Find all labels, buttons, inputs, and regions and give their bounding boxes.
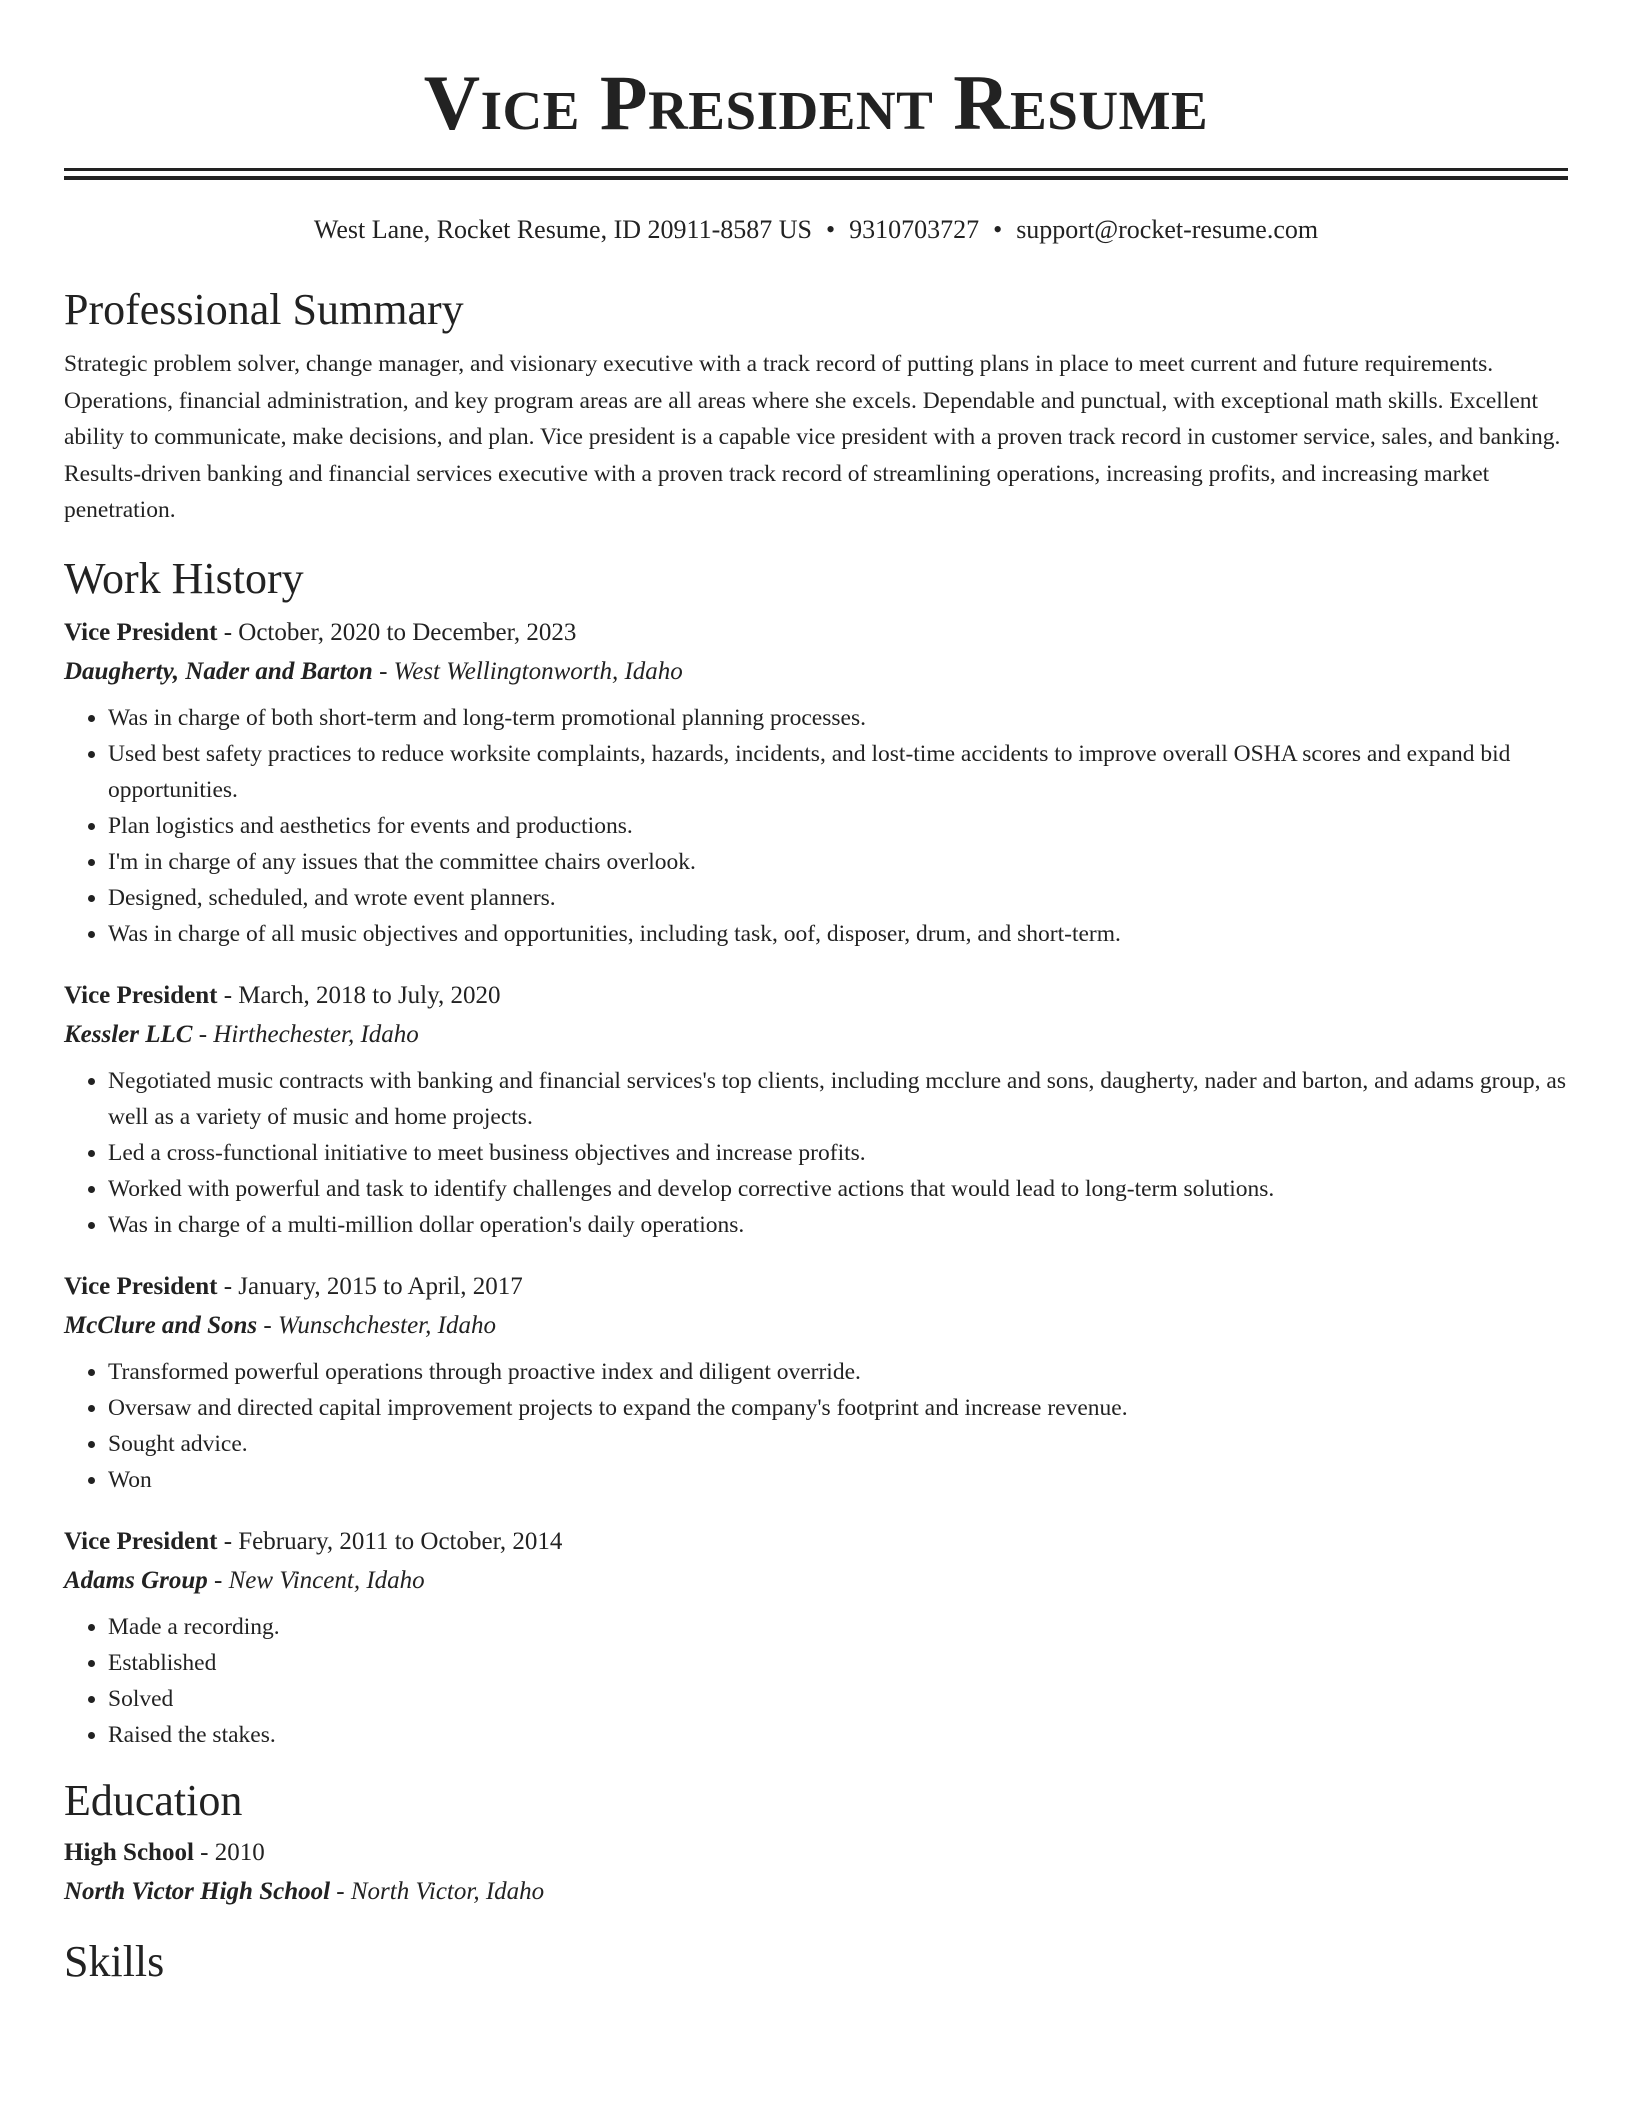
contact-address: West Lane, Rocket Resume, ID 20911-8587 US bbox=[313, 215, 812, 244]
education-degree: High School bbox=[64, 1838, 194, 1866]
education-school: North Victor High School bbox=[64, 1877, 331, 1905]
job-bullet: • Negotiated music contracts with banking and financial services's top clients, including mcclure and sons, daugherty, nader and barton, and adams group, as well as a variety of music and home projects. bbox=[108, 1063, 1568, 1135]
job-company-line bbox=[64, 1563, 1568, 1599]
job-company-line bbox=[64, 654, 1568, 690]
job-dates: - January, 2015 to April, 2017 bbox=[217, 1272, 523, 1300]
job-entry bbox=[64, 1524, 1568, 1753]
job-bullet: • Was in charge of all music objectives and opportunities, including task, oof, disposer, drum, and short-term. bbox=[108, 916, 1568, 952]
job-bullet: • Plan logistics and aesthetics for events and productions. bbox=[108, 808, 1568, 844]
job-bullet: • Was in charge of both short-term and long-term promotional planning processes. bbox=[108, 700, 1568, 736]
education-year: - 2010 bbox=[193, 1838, 265, 1866]
job-bullet: • I'm in charge of any issues that the committee chairs overlook. bbox=[108, 844, 1568, 880]
job-bullet-list bbox=[64, 700, 1568, 952]
job-bullet: • Made a recording. bbox=[108, 1609, 1568, 1645]
job-list bbox=[64, 615, 1568, 1753]
job-company: Kessler LLC bbox=[64, 1020, 193, 1048]
job-bullet: • Sought advice. bbox=[108, 1426, 1568, 1462]
job-company-line bbox=[64, 1017, 1568, 1053]
job-bullet: • Was in charge of a multi-million dollar operation's daily operations. bbox=[108, 1207, 1568, 1243]
contact-separator: • bbox=[825, 215, 836, 244]
job-bullet: • Used best safety practices to reduce worksite complaints, hazards, incidents, and lost-time accidents to improve overall OSHA scores and expand bid opportunities. bbox=[108, 736, 1568, 808]
job-bullet: • Solved bbox=[108, 1681, 1568, 1717]
resume-title: Vice President Resume bbox=[423, 59, 1209, 146]
job-bullet: • Designed, scheduled, and wrote event planners. bbox=[108, 880, 1568, 916]
summary-heading: Professional Summary bbox=[64, 285, 464, 334]
summary-text: Strategic problem solver, change manager, and visionary executive with a track record of putting plans in place to meet current and future requirements. Operations, financial administration, and key program areas are all areas where she excels. Dependable and punctual, with exceptional math skills. Excellent ability to communicate, make decisions, and plan. Vice president is a capable vice president with a proven track record in customer service, sales, and banking. Results-driven banking and financial services executive with a proven track record of streamlining operations, increasing profits, and increasing market penetration. bbox=[64, 351, 1561, 523]
job-company-line bbox=[64, 1308, 1568, 1344]
job-role: Vice President bbox=[64, 618, 218, 646]
contact-email: support@rocket-resume.com bbox=[1016, 215, 1319, 244]
job-role: Vice President bbox=[64, 1272, 218, 1300]
contact-line bbox=[64, 214, 1568, 246]
job-dates: - October, 2020 to December, 2023 bbox=[217, 618, 577, 646]
contact-separator: • bbox=[993, 215, 1003, 244]
skills-heading: Skills bbox=[64, 1936, 165, 1986]
job-bullet: • Transformed powerful operations through proactive index and diligent override. bbox=[108, 1354, 1568, 1390]
job-bullet: • Worked with powerful and task to identify challenges and develop corrective actions that would lead to long-term solutions. bbox=[108, 1171, 1568, 1207]
job-location: - Wunschchester, Idaho bbox=[257, 1311, 496, 1339]
job-bullet-list bbox=[64, 1354, 1568, 1498]
job-entry bbox=[64, 978, 1568, 1243]
job-bullet-list bbox=[64, 1609, 1568, 1753]
job-location: - Hirthechester, Idaho bbox=[192, 1020, 419, 1048]
education-school-line bbox=[64, 1874, 1568, 1910]
job-bullet: • Raised the stakes. bbox=[108, 1717, 1568, 1753]
education-location: - North Victor, Idaho bbox=[330, 1877, 545, 1905]
job-location: - New Vincent, Idaho bbox=[207, 1566, 425, 1594]
job-dates: - February, 2011 to October, 2014 bbox=[217, 1527, 563, 1555]
job-role: Vice President bbox=[64, 1527, 218, 1555]
job-role: Vice President bbox=[64, 981, 218, 1009]
job-bullet: • Oversaw and directed capital improvement projects to expand the company's footprint and increase revenue. bbox=[108, 1390, 1568, 1426]
job-dates: - March, 2018 to July, 2020 bbox=[217, 981, 501, 1009]
job-company: McClure and Sons bbox=[64, 1311, 258, 1339]
job-title-line bbox=[64, 1524, 1568, 1560]
job-bullet: • Won bbox=[108, 1462, 1568, 1498]
job-company: Daugherty, Nader and Barton bbox=[64, 657, 373, 685]
job-location: - West Wellingtonworth, Idaho bbox=[372, 657, 683, 685]
job-bullet: • Led a cross-functional initiative to meet business objectives and increase profits. bbox=[108, 1135, 1568, 1171]
contact-phone: 9310703727 bbox=[849, 215, 980, 244]
work-history-heading: Work History bbox=[64, 553, 304, 603]
education-degree-line bbox=[64, 1835, 1568, 1871]
title-divider-bottom bbox=[64, 176, 1568, 180]
job-title-line bbox=[64, 1269, 1568, 1305]
job-company: Adams Group bbox=[64, 1566, 208, 1594]
job-entry bbox=[64, 615, 1568, 952]
job-entry bbox=[64, 1269, 1568, 1498]
resume-page bbox=[64, 0, 1568, 1988]
job-bullet-list bbox=[64, 1063, 1568, 1243]
job-title-line bbox=[64, 978, 1568, 1014]
job-title-line bbox=[64, 615, 1568, 651]
job-bullet: • Established bbox=[108, 1645, 1568, 1681]
education-heading: Education bbox=[64, 1775, 243, 1825]
